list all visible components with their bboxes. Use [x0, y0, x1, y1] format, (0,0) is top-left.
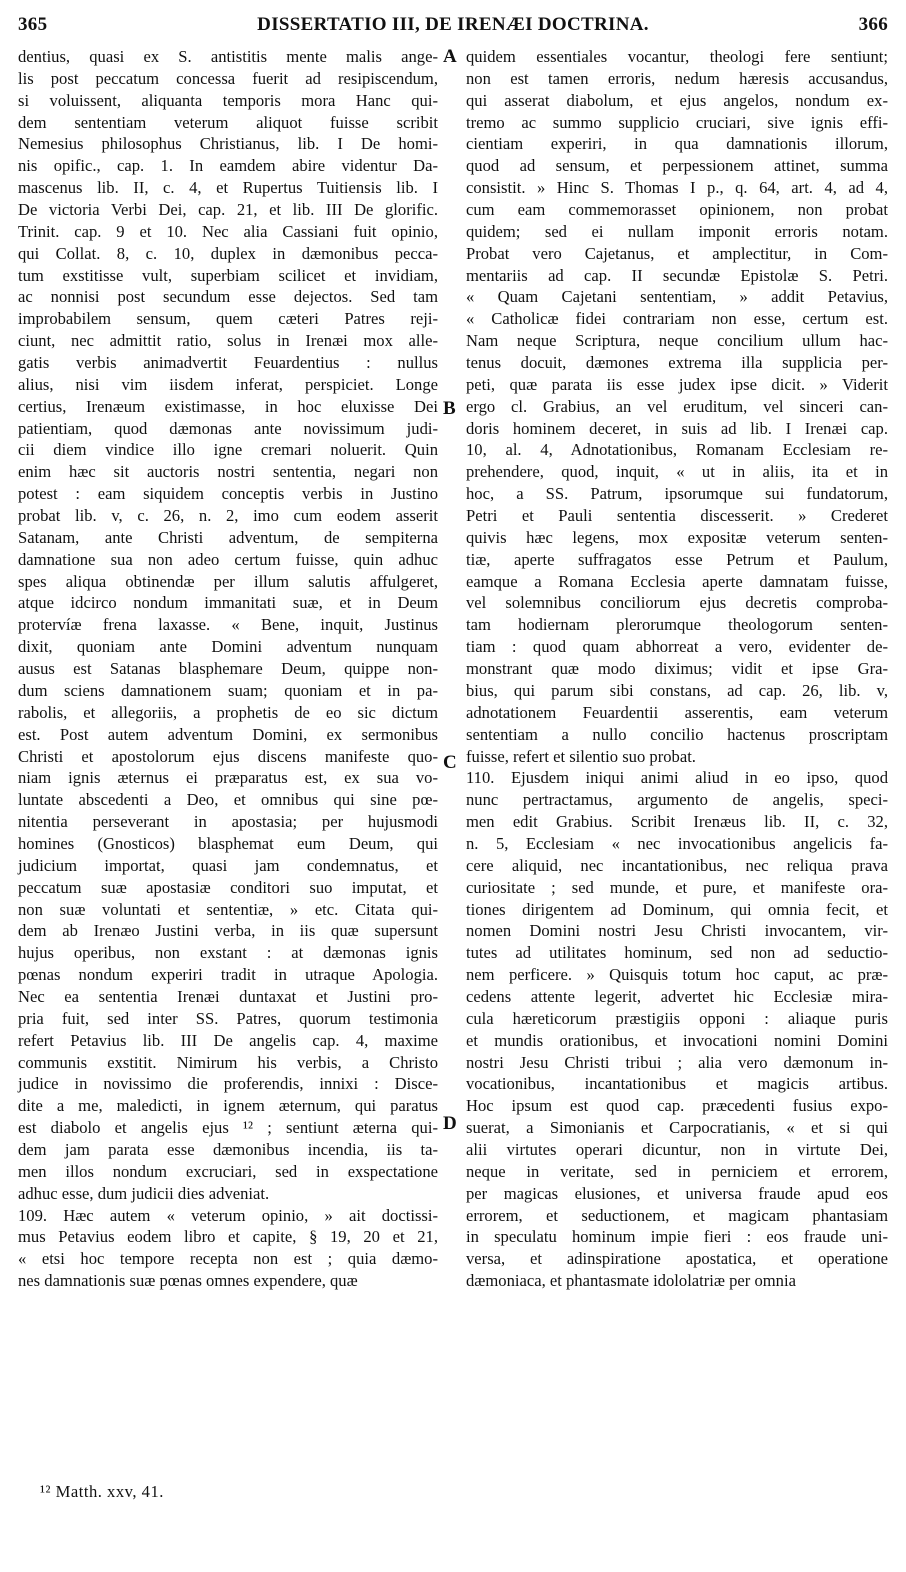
text-line: doris hominem deceret, in suis ad lib. I Irenæi cap.	[466, 418, 888, 438]
text-line: Christi et apostolorum ejus discens manifeste quo-	[18, 746, 438, 766]
text-line: mentariis ad cap. II secundæ Epistolæ S. Petri.	[466, 265, 888, 285]
text-line: sententiam a nullo concilio hactenus proscriptam	[466, 724, 888, 744]
text-line: dem ab Irenæo Justini verba, in iis quæ supersunt	[18, 921, 438, 941]
text-line: vel solemnibus conciliorum ejus decretis comproba-	[466, 593, 888, 613]
text-line: quidem essentiales vocantur, theologi fere sentiunt;	[466, 47, 888, 66]
text-line: gatis verbis animadvertit Feuardentius : nullus	[18, 353, 438, 373]
text-line: communis exstitit. Nimirum his verbis, a Christo	[18, 1052, 438, 1072]
text-line: men edit Grabius. Scribit Irenæus lib. II, c. 32,	[466, 812, 888, 832]
text-line: Nemesius philosophus Christianus, lib. I De homi-	[18, 134, 438, 154]
text-line: « Quam Cajetani sententiam, » addit Petavius,	[466, 287, 888, 307]
text-line: cedens attente legerit, advertet hic Ecclesiæ mira-	[466, 986, 888, 1006]
text-line: patientiam, quod dæmonas ante novissimum judi-	[18, 418, 438, 438]
text-line: mascenus lib. II, c. 4, et Rupertus Tuitiensis lib. I	[18, 178, 438, 198]
text-line: peti, quæ parata iis esse judex ipse dicit. » Viderit	[466, 374, 888, 394]
text-line: non suæ voluntati et sententiæ, » etc. Citata qui-	[18, 899, 438, 919]
text-line: luntate abscedenti a Deo, et omnibus qui sine pœ-	[18, 790, 438, 810]
text-line: niam ignis æternus ei præparatus est, ex sua vo-	[18, 768, 438, 788]
text-line: tenus docuit, dæmones extrema illa supplicia per-	[466, 353, 888, 373]
text-line: probat lib. v, c. 26, n. 2, imo cum eodem asserit	[18, 506, 438, 526]
text-line: 110. Ejusdem iniqui animi aliud in eo ipso, quod	[466, 768, 888, 788]
text-line: ergo cl. Grabius, an vel eruditum, vel sinceri can-	[466, 396, 888, 416]
text-line: nes damnationis suæ pœnas omnes expendere, quæ	[18, 1271, 358, 1291]
text-line: non est tamen erroris, nedum hæresis accusandus,	[466, 68, 888, 88]
text-line: Hoc ipsum est quod cap. præcedenti fusius expo-	[466, 1096, 888, 1116]
text-line: prehendere, quod, inquit, « ut in aliis, ita et in	[466, 462, 888, 482]
text-line: nis opific., cap. 1. In eamdem abire videntur Da-	[18, 156, 438, 176]
text-line: adhuc esse, dum judicii dies adveniat.	[18, 1183, 270, 1203]
margin-letter-b: B	[443, 398, 456, 419]
margin-letter-d: D	[443, 1113, 457, 1134]
text-line: nem perficere. » Quisquis totum hoc caput, ac præ-	[466, 965, 888, 985]
text-line: monstrant quæ modo diximus; vidit et ipse Gra-	[466, 659, 888, 679]
text-line: in speculatu hominum impie fieri : eos fraude uni-	[466, 1227, 888, 1247]
text-line: Nec ea sententia Irenæi duntaxat et Justini pro-	[18, 986, 438, 1006]
text-line: lis post peccatum concessa fuerit ad resipiscendum,	[18, 68, 438, 88]
text-line: nostri Jesu Christi tribui ; alia vero dæmonum in-	[466, 1052, 888, 1072]
page-number-right: 366	[858, 14, 888, 35]
left-column	[18, 46, 438, 1292]
text-line: refert Petavius lib. III De angelis cap. 4, maxime	[18, 1030, 438, 1050]
text-line: tiones dirigentem ad Dominum, qui omnia fecit, et	[466, 899, 888, 919]
text-line: Nam neque Scriptura, neque concilium ullum hac-	[466, 331, 888, 351]
text-line: tremo ac summo supplicio cruciari, sive ignis effi-	[466, 112, 888, 132]
text-line: bius, qui parum sibi constans, ad cap. 26, lib. v,	[466, 680, 888, 700]
footnote: ¹² Matth. xxv, 41.	[40, 1482, 164, 1501]
text-line: est. Post autem adventum Domini, ex sermonibus	[18, 724, 438, 744]
page-number-left: 365	[18, 14, 48, 35]
text-line: curiositate ; sed munde, et pure, et manifeste ora-	[466, 877, 888, 897]
text-line: si voluissent, aliquanta temporis mora Hanc qui-	[18, 90, 438, 110]
text-line: ciunt, nec admittit ratio, solus in Irenæi mox alle-	[18, 331, 438, 351]
text-line: adnotationem Feuardentii asserentis, eam veterum	[466, 702, 888, 722]
margin-letter-c: C	[443, 752, 457, 773]
text-line: dum sciens damnationem suam; quoniam et in pa-	[18, 680, 438, 700]
text-line: pœnas nondum experiri tradit in utraque Apologia.	[18, 965, 438, 985]
margin-letter-a: A	[443, 46, 457, 67]
text-line: homines (Gnosticos) blasphemat eum Deum, qui	[18, 833, 438, 853]
text-line: « Catholicæ fidei contrariam non esse, certum est.	[466, 309, 888, 329]
text-line: alius, nisi vim iisdem inferat, perspiciet. Longe	[18, 374, 438, 394]
text-line: enim hæc sit auctoris nostri sententia, negari non	[18, 462, 438, 482]
text-line: tutes ad utilitates hominum, sed non ad seductio-	[466, 943, 888, 963]
text-line: rabolis, et allegoriis, a prophetis de eo sic dictum	[18, 702, 438, 722]
text-line: De victoria Verbi Dei, cap. 21, et lib. III De glorific.	[18, 200, 438, 220]
text-line: cula hæreticorum præstigiis opponi : aliaque puris	[466, 1008, 888, 1028]
text-line: fuisse, refert et silentio suo probat.	[466, 746, 696, 766]
text-line: Petri et Pauli sententia discesserit. » Crederet	[466, 506, 888, 526]
text-line: damnatione sua non adeo certum fuisse, quin adhuc	[18, 549, 438, 569]
text-line: quidem; sed ei nullam imponit erroris notam.	[466, 221, 888, 241]
text-line: pria fuit, sed inter SS. Patres, quorum testimonia	[18, 1008, 438, 1028]
text-line: potest : eam siquidem conceptis verbis in Justino	[18, 484, 438, 504]
text-line: dentius, quasi ex S. antistitis mente malis ange-	[18, 47, 438, 66]
text-line: quivis hæc legens, mox expositæ veterum senten-	[466, 527, 888, 547]
text-line: judice in novissimo die proferendis, innixi : Disce-	[18, 1074, 438, 1094]
text-line: tiæ, aperte suffragatos esse Petrum et Paulum,	[466, 549, 888, 569]
text-line: ac nonnisi post secundum esse dejectos. Sed tam	[18, 287, 438, 307]
text-line: consistit. » Hinc S. Thomas I p., q. 64, art. 4, ad 4,	[466, 178, 888, 198]
text-line: spes aliqua obtinendæ per illum salutis affulgeret,	[18, 571, 438, 591]
text-line: nitentia perseverant in apostasia; per hujusmodi	[18, 812, 438, 832]
text-line: neque in veritate, sed in perniciem et errorem,	[466, 1161, 888, 1181]
text-line: est diabolo et angelis ejus ¹² ; sentiunt æterna qui-	[18, 1118, 438, 1138]
text-line: judicium importat, quasi jam condemnatus, et	[18, 855, 438, 875]
text-line: suerat, a Simonianis et Carpocratianis, « et si qui	[466, 1118, 888, 1138]
text-line: qui asserat diabolum, et ejus angelos, nondum ex-	[466, 90, 888, 110]
text-line: nomen Domini nostri Jesu Christi invocantem, vir-	[466, 921, 888, 941]
text-line: dixit, quoniam ante Domini adventum nunquam	[18, 637, 438, 657]
text-line: dæmoniaca, et phantasmate idololatriæ per omnia	[466, 1271, 796, 1291]
text-line: dite a me, maledicti, in ignem æternum, qui paratus	[18, 1096, 438, 1116]
text-line: errorem, et seductionem, et magicam phantasiam	[466, 1205, 888, 1225]
text-line: certius, Irenæum existimasse, in hoc eluxisse Dei	[18, 396, 438, 416]
running-title: DISSERTATIO III, DE IRENÆI DOCTRINA.	[257, 14, 649, 35]
text-line: atque idcirco nondum immanitati suæ, et in Deum	[18, 593, 438, 613]
text-line: quod ad sensum, et perpessionem attinet, summa	[466, 156, 888, 176]
text-line: tiam : quod quam abhorreat a vero, evidenter de-	[466, 637, 888, 657]
text-line: per magicas elusiones, et universa fraude apud eos	[466, 1183, 888, 1203]
right-column	[466, 46, 888, 1292]
text-line: protervíæ frena laxasse. « Bene, inquit, Justinus	[18, 615, 438, 635]
text-line: vocationibus, incantationibus et magicis artibus.	[466, 1074, 888, 1094]
text-line: eamque a Romana Ecclesia aperte damnatam fuisse,	[466, 571, 888, 591]
text-line: tum exstitisse vult, superbiam scilicet et invidiam,	[18, 265, 438, 285]
text-line: versa, et adinspiratione apostatica, et operatione	[466, 1249, 888, 1269]
text-line: cere aliquid, nec incantationibus, nec reliqua prava	[466, 855, 888, 875]
text-line: ausus est Satanas blasphemare Deum, quippe non-	[18, 659, 438, 679]
text-line: « etsi hoc tempore recepta non est ; quia dæmo-	[18, 1249, 438, 1269]
text-line: dem jam parata esse dæmonibus incendia, iis ta-	[18, 1139, 438, 1159]
text-line: 109. Hæc autem « veterum opinio, » ait doctissi-	[18, 1205, 438, 1225]
text-line: men illos nondum excruciari, sed in exspectatione	[18, 1161, 438, 1181]
text-line: alii virtutes operari dicuntur, non in virtute Dei,	[466, 1139, 888, 1159]
text-line: hujus operibus, non exstant : at dæmonas ignis	[18, 943, 438, 963]
text-line: Probat vero Cajetanus, et amplectitur, in Com-	[466, 243, 888, 263]
text-line: n. 5, Ecclesiam « nec invocationibus angelicis fa-	[466, 833, 888, 853]
text-line: mus Petavius eodem libro et capite, § 19, 20 et 21,	[18, 1227, 438, 1247]
text-line: improbabilem sensum, quem cæteri Patres reji-	[18, 309, 438, 329]
text-line: et mundis orationibus, et invocationi nomini Domini	[466, 1030, 888, 1050]
text-line: peccatum suæ apostasiæ conditori suo imputat, et	[18, 877, 438, 897]
text-line: Trinit. cap. 9 et 10. Nec alia Cassiani fuit opinio,	[18, 221, 438, 241]
text-line: tam hodiernam plerorumque theologorum senten-	[466, 615, 888, 635]
text-line: nunc pertractamus, argumento de angelis, speci-	[466, 790, 888, 810]
text-line: qui Collat. 8, c. 10, duplex in dæmonibus pecca-	[18, 243, 438, 263]
text-line: Satanam, ante Christi adventum, de sempiterna	[18, 527, 438, 547]
text-line: hoc, a SS. Patrum, ipsorumque sui fundatorum,	[466, 484, 888, 504]
text-line: cum eam commemorasset opinionem, non probat	[466, 200, 888, 220]
text-line: cientiam experiri, in qua damnationis illorum,	[466, 134, 888, 154]
text-line: cii diem vindice illo igne cremari noluerit. Quin	[18, 440, 438, 460]
page-header	[18, 14, 888, 40]
text-line: dem sententiam veterum aliquot fuisse scribit	[18, 112, 438, 132]
text-line: 10, al. 4, Adnotationibus, Romanam Ecclesiam re-	[466, 440, 888, 460]
